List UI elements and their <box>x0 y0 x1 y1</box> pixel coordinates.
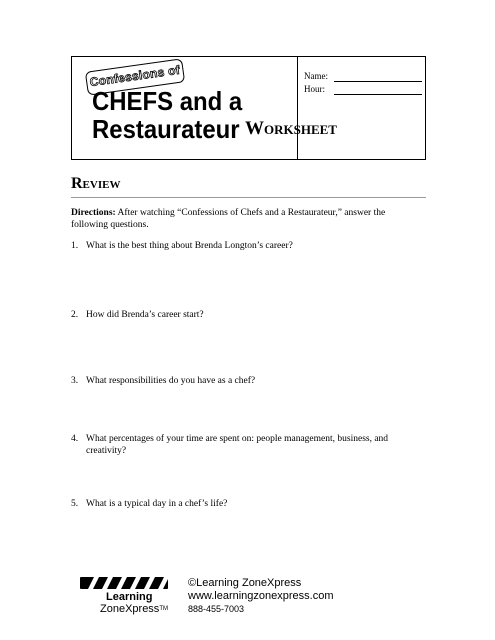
stripe-bar-icon <box>80 577 168 589</box>
worksheet-header <box>71 56 426 160</box>
question-text: What percentages of your time are spent on: people management, business, and creativity? <box>86 434 389 456</box>
header-divider <box>297 57 298 159</box>
question-text: What responsibilities do you have as a chef? <box>86 376 256 386</box>
question-item <box>71 433 411 457</box>
section-heading: Review <box>71 175 121 192</box>
logo-line-1: CHEFS and a <box>92 86 243 116</box>
section-divider <box>71 197 426 198</box>
directions-text: After watching “Confessions of Chefs and a Restaurateur,” answer the following questions. <box>71 208 386 230</box>
logo-subtitle: Confessions of <box>85 58 185 95</box>
name-label: Name: <box>304 71 328 81</box>
question-item <box>71 375 411 387</box>
phone-number: 888-455-7003 <box>188 604 245 614</box>
question-number: 5. <box>71 499 79 509</box>
name-line[interactable] <box>334 72 422 82</box>
question-number: 2. <box>71 310 79 320</box>
logo-line-2: Restaurateur <box>92 114 240 144</box>
question-text: How did Brenda’s career start? <box>86 310 204 320</box>
question-number: 1. <box>71 241 79 251</box>
question-number: 3. <box>71 376 79 386</box>
question-item <box>71 498 411 510</box>
publisher-info <box>188 577 334 615</box>
hour-line[interactable] <box>334 85 422 95</box>
website-link[interactable]: www.learningzonexpress.com <box>188 590 334 602</box>
question-text: What is the best thing about Brenda Longton’s career? <box>86 241 293 251</box>
trademark-mark: TM <box>159 606 168 612</box>
question-item <box>71 309 411 321</box>
question-number: 4. <box>71 434 79 444</box>
copyright: ©Learning ZoneXpress <box>188 577 302 589</box>
name-field[interactable] <box>304 71 422 82</box>
question-text: What is a typical day in a chef’s life? <box>86 499 228 509</box>
logo-word-zonexpress <box>100 603 168 615</box>
logo-word-zonexpress-text: ZoneXpress <box>100 603 160 615</box>
directions-label: Directions: <box>71 208 116 218</box>
logo-word-learning: Learning <box>106 591 153 603</box>
publisher-logo <box>80 577 175 622</box>
hour-field[interactable] <box>304 84 422 95</box>
hour-label: Hour: <box>304 84 325 94</box>
directions <box>71 207 421 231</box>
worksheet-title: Worksheet <box>245 118 337 139</box>
question-item <box>71 240 411 252</box>
